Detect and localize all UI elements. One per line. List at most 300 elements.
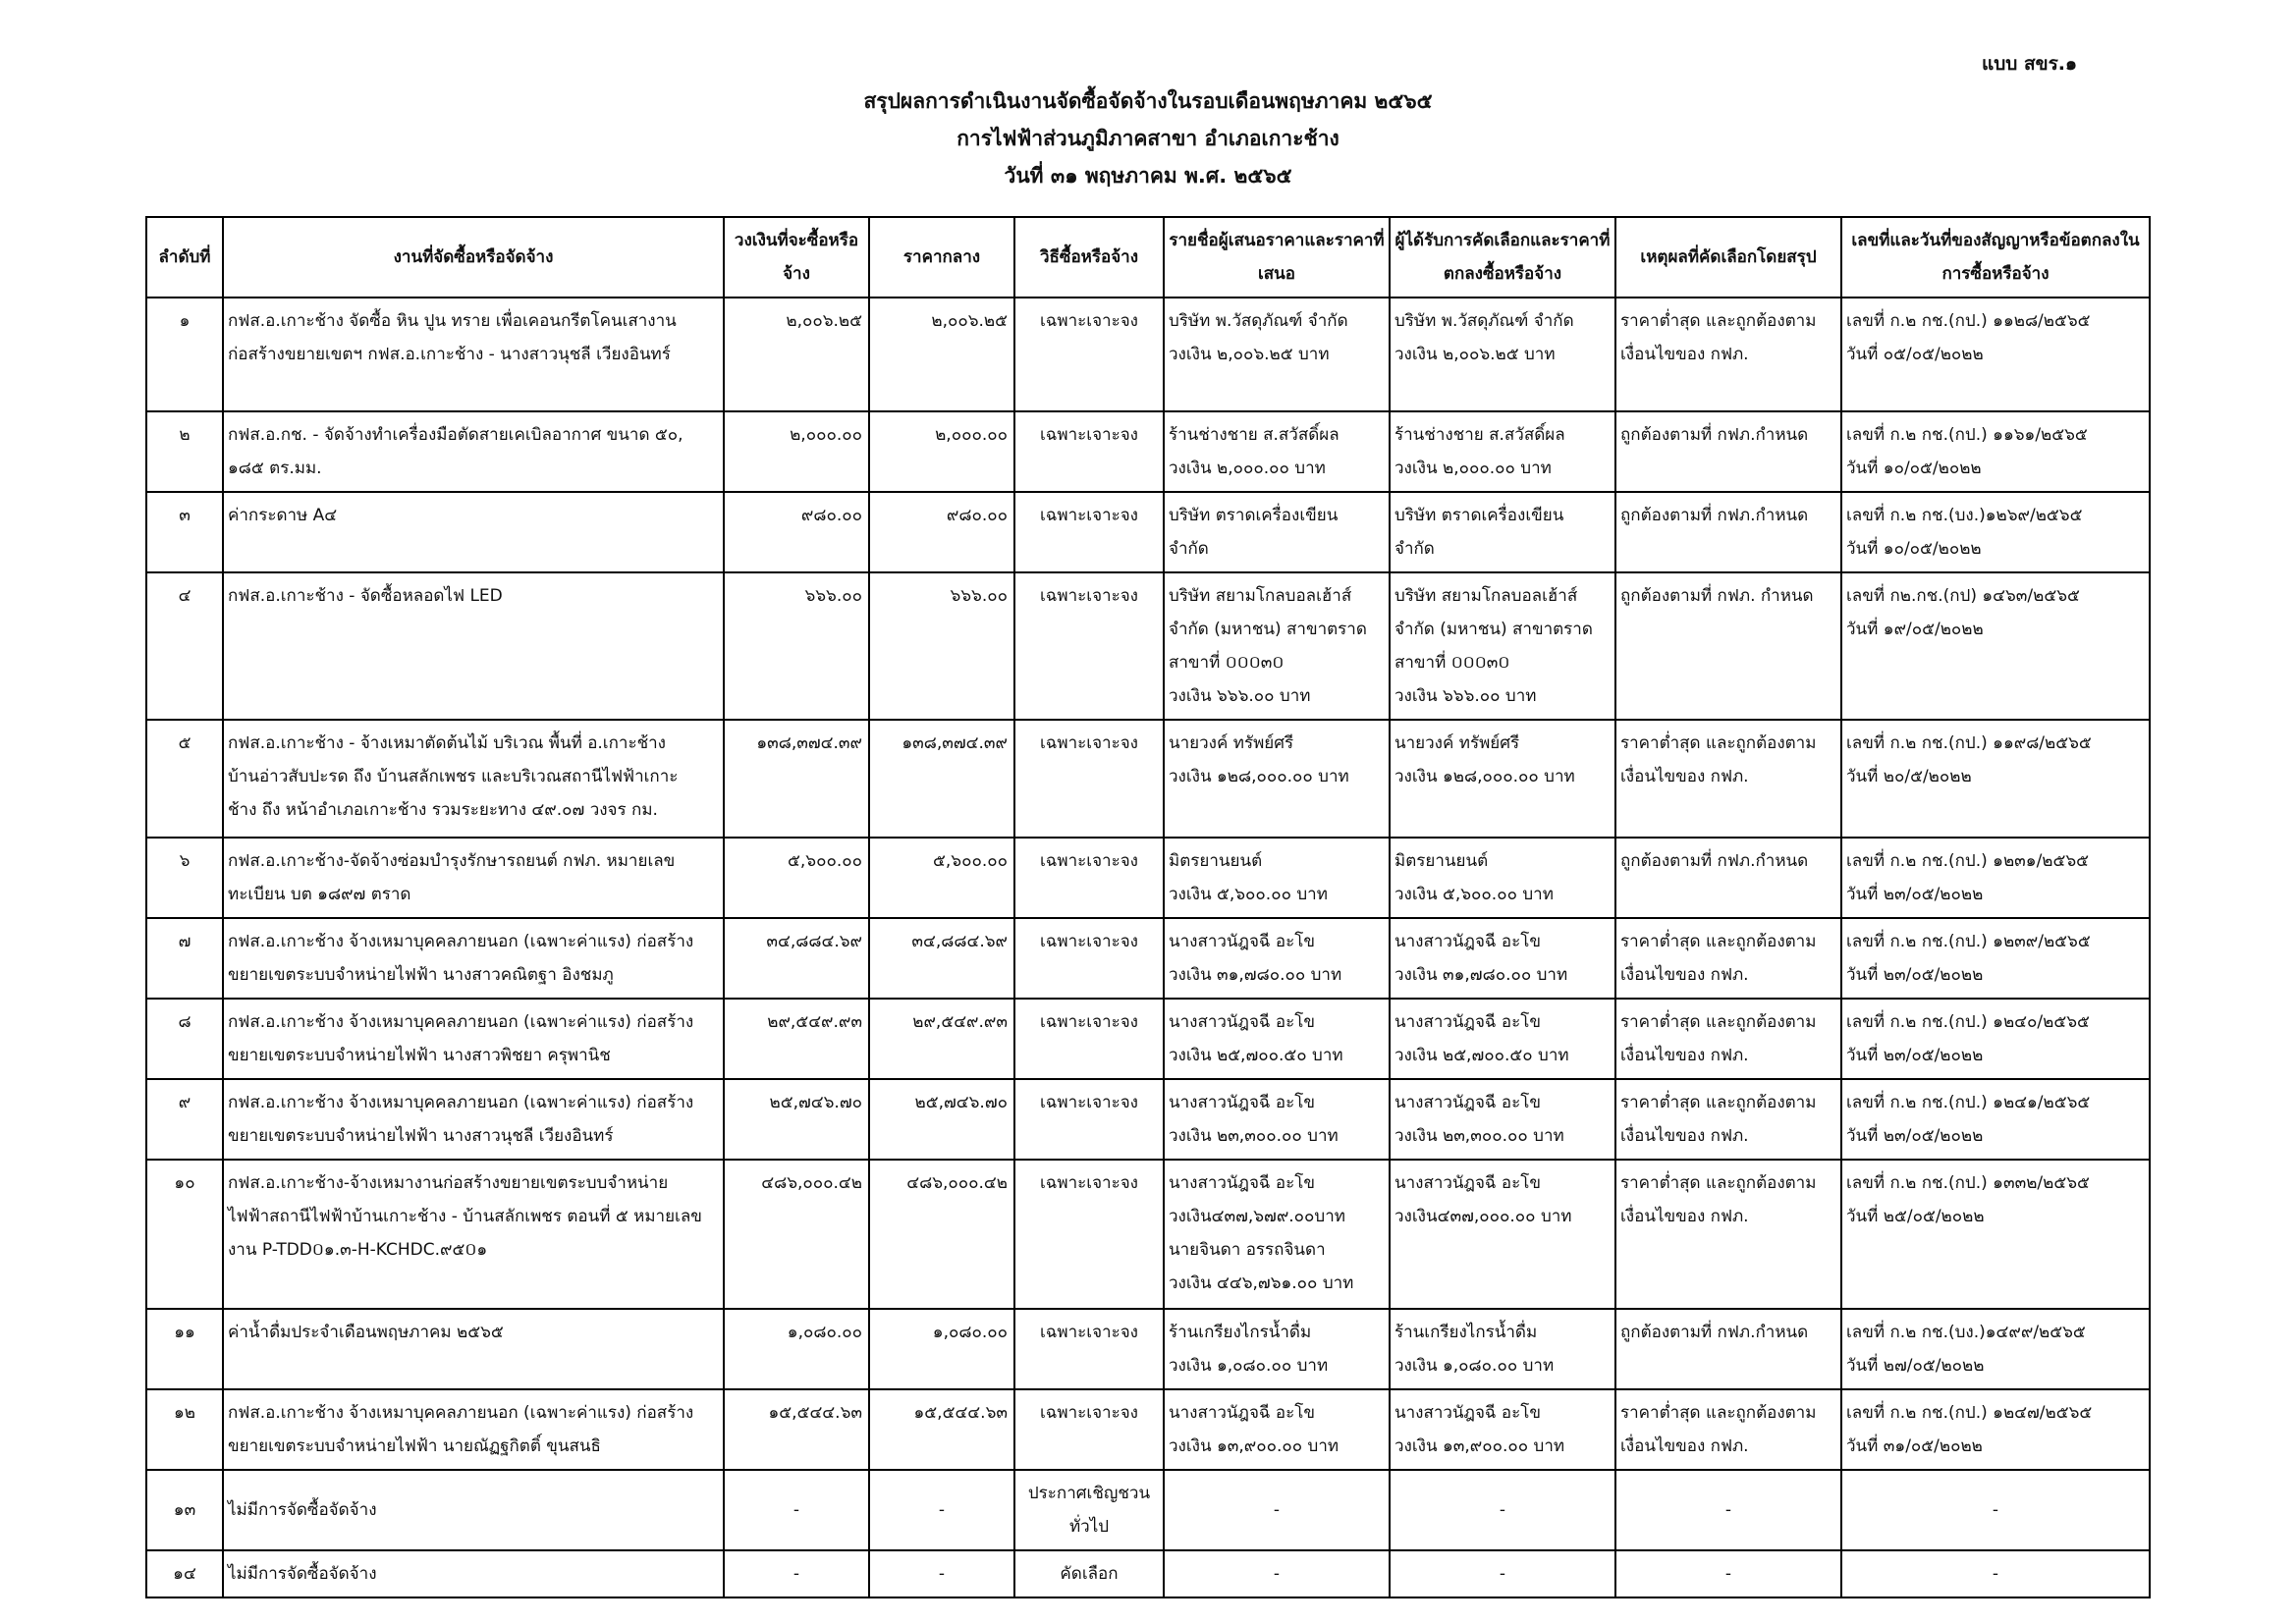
form-code: แบบ สขร.๑ — [1982, 53, 2078, 75]
table-row — [146, 1160, 2150, 1309]
cell-reason — [1615, 572, 1841, 720]
cell-contract-line: วันที่ ๒๗/๐๕/๒๐๒๒ — [1846, 1356, 1985, 1376]
cell-winner-line: บริษัท สยามโกลบอลเฮ้าส์ — [1394, 586, 1578, 606]
cell-item — [223, 918, 724, 999]
cell-bidders-line: นายจินดา อรรถจินดา — [1169, 1240, 1326, 1260]
cell-winner-line: วงเงิน ๒,๐๐๐.๐๐ บาท — [1394, 459, 1552, 478]
title-line-2: การไฟฟ้าส่วนภูมิภาคสาขา อำเภอเกาะช้าง — [957, 127, 1339, 150]
cell-bidders — [1164, 1160, 1390, 1309]
cell-method-line: เฉพาะเจาะจง — [1040, 1403, 1138, 1423]
cell-contract-line: เลขที่ ก.๒ กช.(บง.)๑๒๖๙/๒๕๖๕ — [1846, 506, 2083, 525]
cell-no: ๖ — [146, 838, 223, 918]
cell-bidders-line: วงเงิน ๒,๐๐๐.๐๐ บาท — [1169, 459, 1326, 478]
cell-bidders-line: นางสาวนัฎจฉี อะโข — [1169, 1012, 1316, 1032]
cell-method-line: คัดเลือก — [1060, 1564, 1119, 1584]
cell-winner-line: วงเงิน ๑,๐๘๐.๐๐ บาท — [1394, 1356, 1555, 1376]
cell-method-line: เฉพาะเจาะจง — [1040, 1012, 1138, 1032]
cell-reason-line: ถูกต้องตามที่ กฟภ. กำหนด — [1620, 586, 1814, 606]
cell-method-line: เฉพาะเจาะจง — [1040, 425, 1138, 445]
cell-item-line: กฟส.อ.เกาะช้าง จัดซื้อ หิน ปูน ทราย เพื่อเคอนกรีตโคนเสางาน — [228, 311, 677, 331]
cell-winner-line: นางสาวนัฎจฉี อะโข — [1394, 1173, 1542, 1193]
cell-contract-line: วันที่ ๒๓/๐๕/๒๐๒๒ — [1846, 1046, 1984, 1065]
cell-contract — [1841, 1470, 2150, 1550]
col-header-contract: เลขที่และวันที่ของสัญญาหรือข้อตกลงในการซื้อหรือจ้าง — [1841, 217, 2150, 298]
cell-reason — [1615, 1550, 1841, 1597]
cell-median-price: ๒,๐๐๐.๐๐ — [869, 411, 1014, 492]
table-row — [146, 572, 2150, 720]
cell-contract-line: วันที่ ๑๙/๐๕/๒๐๒๒ — [1846, 620, 1984, 639]
cell-method-line: เฉพาะเจาะจง — [1040, 1173, 1138, 1193]
table-row — [146, 492, 2150, 572]
cell-winner-line: วงเงิน ๒๕,๗๐๐.๕๐ บาท — [1394, 1046, 1569, 1065]
cell-winner-line: นางสาวนัฎจฉี อะโข — [1394, 1403, 1542, 1423]
cell-contract-line: - — [1992, 1500, 1999, 1520]
cell-bidders-line: นางสาวนัฎจฉี อะโข — [1169, 1173, 1316, 1193]
cell-winner-line: วงเงิน ๕,๖๐๐.๐๐ บาท — [1394, 885, 1554, 904]
cell-median-price: ๖๖๖.๐๐ — [869, 572, 1014, 720]
cell-item-line: กฟส.อ.เกาะช้าง จ้างเหมาบุคคลภายนอก (เฉพาะค่าแรง) ก่อสร้าง — [228, 932, 694, 951]
cell-item-line: กฟส.อ.เกาะช้าง จ้างเหมาบุคคลภายนอก (เฉพาะค่าแรง) ก่อสร้าง — [228, 1093, 694, 1112]
cell-budget: ๖๖๖.๐๐ — [724, 572, 869, 720]
cell-winner-line: นายวงค์ ทรัพย์ศรี — [1394, 733, 1520, 753]
table-row — [146, 411, 2150, 492]
cell-item-line: กฟส.อ.เกาะช้าง - จ้างเหมาตัดต้นไม้ บริเวณ พื้นที่ อ.เกาะช้าง — [228, 733, 666, 753]
cell-method-line: เฉพาะเจาะจง — [1040, 1093, 1138, 1112]
cell-reason — [1615, 411, 1841, 492]
cell-method — [1014, 1079, 1164, 1160]
cell-reason-line: เงื่อนไขของ กฟภ. — [1620, 1046, 1749, 1065]
cell-budget: ๑๓๘,๓๗๔.๓๙ — [724, 720, 869, 838]
cell-method — [1014, 1550, 1164, 1597]
cell-bidders — [1164, 1079, 1390, 1160]
document-title — [0, 82, 2296, 194]
cell-winner — [1390, 1160, 1615, 1309]
cell-contract — [1841, 999, 2150, 1079]
cell-method — [1014, 918, 1164, 999]
col-header-winner: ผู้ได้รับการคัดเลือกและราคาที่ตกลงซื้อหรือจ้าง — [1390, 217, 1615, 298]
cell-budget: - — [724, 1470, 869, 1550]
cell-no: ๕ — [146, 720, 223, 838]
cell-bidders-line: วงเงิน ๓๑,๗๘๐.๐๐ บาท — [1169, 965, 1342, 985]
cell-winner — [1390, 492, 1615, 572]
cell-method-line: เฉพาะเจาะจง — [1040, 506, 1138, 525]
cell-method — [1014, 1470, 1164, 1550]
cell-bidders-line: - — [1273, 1564, 1281, 1584]
cell-reason-line: ราคาต่ำสุด และถูกต้องตาม — [1620, 1093, 1817, 1112]
cell-reason-line: - — [1724, 1564, 1732, 1584]
cell-item — [223, 492, 724, 572]
cell-winner-line: วงเงิน ๓๑,๗๘๐.๐๐ บาท — [1394, 965, 1568, 985]
cell-winner — [1390, 1550, 1615, 1597]
table-row — [146, 1079, 2150, 1160]
cell-item-line: กฟส.อ.เกาะช้าง-จ้างเหมางานก่อสร้างขยายเขตระบบจำหน่าย — [228, 1173, 669, 1193]
col-header-reason: เหตุผลที่คัดเลือกโดยสรุป — [1615, 217, 1841, 298]
cell-item-line: ช้าง ถึง หน้าอำเภอเกาะช้าง รวมระยะทาง ๔๙.๐๗ วงจร กม. — [228, 800, 658, 820]
cell-reason — [1615, 918, 1841, 999]
cell-item-line: กฟส.อ.เกาะช้าง-จัดจ้างซ่อมบำรุงรักษารถยนต์ กฟภ. หมายเลข — [228, 851, 676, 871]
cell-item — [223, 1550, 724, 1597]
cell-contract-line: เลขที่ ก.๒ กช.(กป.) ๑๒๓๑/๒๕๖๕ — [1846, 851, 2090, 871]
col-header-no: ลำดับที่ — [146, 217, 223, 298]
cell-contract-line: เลขที่ ก.๒ กช.(กป.) ๑๒๔๐/๒๕๖๕ — [1846, 1012, 2090, 1032]
cell-winner — [1390, 1389, 1615, 1470]
cell-item — [223, 838, 724, 918]
cell-item-line: กฟส.อ.เกาะช้าง จ้างเหมาบุคคลภายนอก (เฉพาะค่าแรง) ก่อสร้าง — [228, 1403, 694, 1423]
cell-no: ๑๑ — [146, 1309, 223, 1389]
table-row — [146, 1470, 2150, 1550]
cell-bidders — [1164, 411, 1390, 492]
cell-reason-line: ราคาต่ำสุด และถูกต้องตาม — [1620, 1173, 1817, 1193]
cell-item — [223, 1470, 724, 1550]
cell-method-line: ประกาศเชิญชวน — [1027, 1484, 1151, 1503]
cell-item-line: บ้านอ่าวสับปะรด ถึง บ้านสลักเพชร และบริเวณสถานีไฟฟ้าเกาะ — [228, 767, 679, 786]
cell-bidders-line: วงเงิน ๒,๐๐๖.๒๕ บาท — [1169, 345, 1330, 364]
cell-contract — [1841, 572, 2150, 720]
cell-contract — [1841, 1160, 2150, 1309]
cell-item — [223, 572, 724, 720]
cell-bidders — [1164, 1470, 1390, 1550]
cell-item-line: ขยายเขตระบบจำหน่ายไฟฟ้า นางสาวคณิตฐา อิงชมภู — [228, 965, 614, 985]
cell-median-price: ๑,๐๘๐.๐๐ — [869, 1309, 1014, 1389]
cell-bidders-line: ร้านเกรียงไกรน้ำดื่ม — [1169, 1323, 1312, 1342]
cell-winner-line: นางสาวนัฎจฉี อะโข — [1394, 1012, 1542, 1032]
cell-bidders-line: วงเงิน ๑,๐๘๐.๐๐ บาท — [1169, 1356, 1329, 1376]
cell-item-line: กฟส.อ.เกาะช้าง - จัดซื้อหลอดไฟ LED — [228, 586, 503, 606]
cell-no: ๙ — [146, 1079, 223, 1160]
col-header-method: วิธีซื้อหรือจ้าง — [1014, 217, 1164, 298]
cell-contract — [1841, 918, 2150, 999]
procurement-table — [145, 216, 2151, 1598]
col-header-budget: วงเงินที่จะซื้อหรือจ้าง — [724, 217, 869, 298]
cell-reason — [1615, 1470, 1841, 1550]
cell-contract — [1841, 838, 2150, 918]
cell-contract-line: วันที่ ๒๓/๐๕/๒๐๒๒ — [1846, 1126, 1984, 1146]
cell-winner-line: นางสาวนัฎจฉี อะโข — [1394, 1093, 1542, 1112]
cell-median-price: - — [869, 1550, 1014, 1597]
cell-bidders-line: ร้านช่างชาย ส.สวัสดิ์ผล — [1169, 425, 1339, 445]
cell-method — [1014, 411, 1164, 492]
cell-bidders-line: สาขาที่ ០០០๓០ — [1169, 653, 1285, 673]
cell-bidders-line: นายวงค์ ทรัพย์ศรี — [1169, 733, 1294, 753]
cell-no: ๑๒ — [146, 1389, 223, 1470]
cell-reason — [1615, 1079, 1841, 1160]
cell-method-line: เฉพาะเจาะจง — [1040, 932, 1138, 951]
table-row — [146, 720, 2150, 838]
col-header-median-price: ราคากลาง — [869, 217, 1014, 298]
cell-item-line: กฟส.อ.กช. - จัดจ้างทำเครื่องมือตัดสายเคเบิลอากาศ ขนาด ๕๐, — [228, 425, 683, 445]
cell-budget: ๒,๐๐๐.๐๐ — [724, 411, 869, 492]
cell-method-line: เฉพาะเจาะจง — [1040, 851, 1138, 871]
cell-item-line: ไฟฟ้าสถานีไฟฟ้าบ้านเกาะช้าง - บ้านสลักเพชร ตอนที่ ๕ หมายเลข — [228, 1207, 702, 1226]
cell-winner-line: สาขาที่ ០០០๓០ — [1394, 653, 1510, 673]
cell-winner-line: วงเงิน๔๓๗,๐๐๐.๐๐ บาท — [1394, 1207, 1572, 1226]
cell-reason-line: - — [1724, 1500, 1732, 1520]
cell-method — [1014, 1389, 1164, 1470]
cell-no: ๗ — [146, 918, 223, 999]
cell-winner — [1390, 918, 1615, 999]
cell-budget: ๑,๐๘๐.๐๐ — [724, 1309, 869, 1389]
cell-winner — [1390, 838, 1615, 918]
cell-contract-line: วันที่ ๒๓/๐๕/๒๐๒๒ — [1846, 965, 1984, 985]
cell-winner-line: ร้านเกรียงไกรน้ำดื่ม — [1394, 1323, 1538, 1342]
cell-contract-line: เลขที่ ก.๒ กช.(กป.) ๑๑๒๘/๒๕๖๕ — [1846, 311, 2091, 331]
cell-budget: ๓๔,๘๘๔.๖๙ — [724, 918, 869, 999]
cell-reason-line: ราคาต่ำสุด และถูกต้องตาม — [1620, 311, 1817, 331]
cell-method-line: เฉพาะเจาะจง — [1040, 733, 1138, 753]
cell-bidders-line: บริษัท พ.วัสดุภัณฑ์ จำกัด — [1169, 311, 1348, 331]
cell-median-price: ๙๘๐.๐๐ — [869, 492, 1014, 572]
cell-bidders — [1164, 1389, 1390, 1470]
cell-winner — [1390, 1470, 1615, 1550]
table-row — [146, 999, 2150, 1079]
cell-reason-line: ราคาต่ำสุด และถูกต้องตาม — [1620, 1012, 1817, 1032]
cell-bidders-line: วงเงิน ๕,๖๐๐.๐๐ บาท — [1169, 885, 1328, 904]
cell-budget: - — [724, 1550, 869, 1597]
cell-contract-line: เลขที่ ก.๒ กช.(บง.)๑๔๙๙/๒๕๖๕ — [1846, 1323, 2086, 1342]
cell-contract-line: วันที่ ๒๓/๐๕/๒๐๒๒ — [1846, 885, 1984, 904]
cell-method-line: เฉพาะเจาะจง — [1040, 586, 1138, 606]
cell-budget: ๒๕,๗๔๖.๗๐ — [724, 1079, 869, 1160]
cell-reason — [1615, 1389, 1841, 1470]
cell-no: ๑๐ — [146, 1160, 223, 1309]
cell-method — [1014, 298, 1164, 411]
cell-winner-line: มิตรยานยนต์ — [1394, 851, 1489, 871]
cell-item-line: ค่าน้ำดื่มประจำเดือนพฤษภาคม ๒๕๖๕ — [228, 1323, 504, 1342]
cell-winner-line: - — [1499, 1564, 1506, 1584]
cell-no: ๑๓ — [146, 1470, 223, 1550]
cell-method-line: ทั่วไป — [1068, 1517, 1110, 1537]
table-body — [146, 298, 2150, 1597]
cell-contract-line: วันที่ ๑๐/๐๕/๒๐๒๒ — [1846, 539, 1982, 559]
cell-bidders-line: นางสาวนัฎจฉี อะโข — [1169, 1403, 1316, 1423]
cell-contract-line: เลขที่ ก.๒ กช.(กป.) ๑๒๔๗/๒๕๖๕ — [1846, 1403, 2093, 1423]
cell-bidders-line: วงเงิน ๒๓,๓๐๐.๐๐ บาท — [1169, 1126, 1339, 1146]
table-row — [146, 1550, 2150, 1597]
title-line-1: สรุปผลการดำเนินงานจัดซื้อจัดจ้างในรอบเดือนพฤษภาคม ๒๕๖๕ — [863, 89, 1433, 113]
cell-contract-line: วันที่ ๑๐/๐๕/๒๐๒๒ — [1846, 459, 1982, 478]
cell-reason-line: เงื่อนไขของ กฟภ. — [1620, 1436, 1749, 1456]
cell-contract — [1841, 298, 2150, 411]
cell-method-line: เฉพาะเจาะจง — [1040, 1323, 1138, 1342]
cell-winner-line: วงเงิน ๑๓,๙๐๐.๐๐ บาท — [1394, 1436, 1565, 1456]
cell-item-line: ขยายเขตระบบจำหน่ายไฟฟ้า นางสาวพิชยา ครุพานิช — [228, 1046, 611, 1065]
cell-median-price: ๒๕,๗๔๖.๗๐ — [869, 1079, 1014, 1160]
table-header-row — [146, 217, 2150, 298]
cell-winner — [1390, 1309, 1615, 1389]
cell-winner-line: - — [1499, 1500, 1506, 1520]
cell-item — [223, 1079, 724, 1160]
cell-bidders — [1164, 999, 1390, 1079]
cell-median-price: ๔๘๖,๐๐๐.๔๒ — [869, 1160, 1014, 1309]
cell-budget: ๒,๐๐๖.๒๕ — [724, 298, 869, 411]
cell-contract — [1841, 492, 2150, 572]
cell-budget: ๙๘๐.๐๐ — [724, 492, 869, 572]
cell-bidders-line: วงเงิน ๔๔๖,๗๖๑.๐๐ บาท — [1169, 1273, 1354, 1293]
cell-item-line: งาน P-TDD០๑.๓-H-KCHDC.๙๕០๑ — [228, 1240, 488, 1260]
cell-item-line: ๑๘๕ ตร.มม. — [228, 459, 322, 478]
cell-winner-line: นางสาวนัฎจฉี อะโข — [1394, 932, 1542, 951]
cell-contract — [1841, 720, 2150, 838]
cell-no: ๑ — [146, 298, 223, 411]
table-row — [146, 298, 2150, 411]
cell-item — [223, 999, 724, 1079]
cell-median-price: ๑๕,๕๔๔.๖๓ — [869, 1389, 1014, 1470]
cell-method — [1014, 492, 1164, 572]
cell-reason-line: เงื่อนไขของ กฟภ. — [1620, 345, 1749, 364]
cell-bidders — [1164, 492, 1390, 572]
cell-winner-line: วงเงิน ๒,๐๐๖.๒๕ บาท — [1394, 345, 1556, 364]
cell-reason-line: เงื่อนไขของ กฟภ. — [1620, 1207, 1749, 1226]
cell-contract-line: - — [1992, 1564, 1999, 1584]
cell-no: ๔ — [146, 572, 223, 720]
cell-contract-line: วันที่ ๐๕/๐๕/๒๐๒๒ — [1846, 345, 1984, 364]
cell-contract — [1841, 1309, 2150, 1389]
cell-winner — [1390, 999, 1615, 1079]
cell-bidders-line: นางสาวนัฎจฉี อะโข — [1169, 932, 1316, 951]
cell-reason-line: เงื่อนไขของ กฟภ. — [1620, 767, 1749, 786]
cell-median-price: ๓๔,๘๘๔.๖๙ — [869, 918, 1014, 999]
table-row — [146, 1309, 2150, 1389]
table-row — [146, 918, 2150, 999]
cell-contract — [1841, 411, 2150, 492]
cell-method-line: เฉพาะเจาะจง — [1040, 311, 1138, 331]
cell-median-price: ๒,๐๐๖.๒๕ — [869, 298, 1014, 411]
cell-item-line: ไม่มีการจัดซื้อจัดจ้าง — [228, 1564, 377, 1584]
cell-contract-line: เลขที่ ก.๒ กช.(กป.) ๑๑๙๘/๒๕๖๕ — [1846, 733, 2092, 753]
cell-reason-line: ถูกต้องตามที่ กฟภ.กำหนด — [1620, 425, 1809, 445]
col-header-bidders: รายชื่อผู้เสนอราคาและราคาที่เสนอ — [1164, 217, 1390, 298]
table-row — [146, 838, 2150, 918]
cell-contract-line: เลขที่ ก.๒ กช.(กป.) ๑๒๔๑/๒๕๖๕ — [1846, 1093, 2091, 1112]
cell-median-price: ๕,๖๐๐.๐๐ — [869, 838, 1014, 918]
cell-contract-line: เลขที่ ก.๒ กช.(กป.) ๑๑๖๑/๒๕๖๕ — [1846, 425, 2088, 445]
cell-budget: ๑๕,๕๔๔.๖๓ — [724, 1389, 869, 1470]
cell-no: ๘ — [146, 999, 223, 1079]
cell-winner — [1390, 720, 1615, 838]
cell-contract — [1841, 1550, 2150, 1597]
cell-method — [1014, 838, 1164, 918]
cell-contract-line: วันที่ ๒๕/๐๕/๒๐๒๒ — [1846, 1207, 1985, 1226]
cell-winner-line: วงเงิน ๑๒๘,๐๐๐.๐๐ บาท — [1394, 767, 1575, 786]
cell-bidders — [1164, 838, 1390, 918]
cell-winner-line: จำกัด (มหาชน) สาขาตราด — [1394, 620, 1593, 639]
cell-contract-line: เลขที่ ก.๒ กช.(กป.) ๑๓๓๒/๒๕๖๕ — [1846, 1173, 2090, 1193]
cell-method — [1014, 572, 1164, 720]
cell-winner-line: จำกัด — [1394, 539, 1435, 559]
cell-winner — [1390, 572, 1615, 720]
cell-winner-line: ร้านช่างชาย ส.สวัสดิ์ผล — [1394, 425, 1565, 445]
cell-bidders-line: วงเงิน ๑๒๘,๐๐๐.๐๐ บาท — [1169, 767, 1349, 786]
cell-bidders-line: วงเงิน ๑๓,๙๐๐.๐๐ บาท — [1169, 1436, 1339, 1456]
cell-item-line: ขยายเขตระบบจำหน่ายไฟฟ้า นางสาวนุชลี เวียงอินทร์ — [228, 1126, 614, 1146]
cell-bidders-line: จำกัด (มหาชน) สาขาตราด — [1169, 620, 1367, 639]
cell-bidders-line: วงเงิน๔๓๗,๖๗๙.๐๐บาท — [1169, 1207, 1345, 1226]
cell-reason-line: ราคาต่ำสุด และถูกต้องตาม — [1620, 1403, 1817, 1423]
cell-bidders — [1164, 918, 1390, 999]
cell-reason — [1615, 1309, 1841, 1389]
cell-no: ๓ — [146, 492, 223, 572]
cell-reason-line: เงื่อนไขของ กฟภ. — [1620, 965, 1749, 985]
cell-bidders — [1164, 1550, 1390, 1597]
cell-contract — [1841, 1079, 2150, 1160]
col-header-item: งานที่จัดซื้อหรือจัดจ้าง — [223, 217, 724, 298]
cell-budget: ๒๙,๕๔๙.๙๓ — [724, 999, 869, 1079]
cell-winner-line: บริษัท พ.วัสดุภัณฑ์ จำกัด — [1394, 311, 1574, 331]
cell-budget: ๕,๖๐๐.๐๐ — [724, 838, 869, 918]
cell-reason-line: ถูกต้องตามที่ กฟภ.กำหนด — [1620, 506, 1809, 525]
cell-winner-line: วงเงิน ๖๖๖.๐๐ บาท — [1394, 686, 1537, 706]
cell-method — [1014, 720, 1164, 838]
cell-bidders-line: วงเงิน ๖๖๖.๐๐ บาท — [1169, 686, 1311, 706]
cell-bidders-line: วงเงิน ๒๕,๗๐๐.๕๐ บาท — [1169, 1046, 1343, 1065]
cell-bidders-line: นางสาวนัฎจฉี อะโข — [1169, 1093, 1316, 1112]
title-line-3: วันที่ ๓๑ พฤษภาคม พ.ศ. ๒๕๖๕ — [1004, 164, 1292, 188]
cell-bidders — [1164, 572, 1390, 720]
cell-contract-line: วันที่ ๓๑/๐๕/๒๐๒๒ — [1846, 1436, 1983, 1456]
cell-item-line: ทะเบียน บต ๑๘๙๗ ตราด — [228, 885, 411, 904]
cell-bidders-line: บริษัท ตราดเครื่องเขียน — [1169, 506, 1339, 525]
cell-method — [1014, 1309, 1164, 1389]
table-row — [146, 1389, 2150, 1470]
cell-item-line: กฟส.อ.เกาะช้าง จ้างเหมาบุคคลภายนอก (เฉพาะค่าแรง) ก่อสร้าง — [228, 1012, 694, 1032]
cell-method — [1014, 1160, 1164, 1309]
cell-winner — [1390, 298, 1615, 411]
cell-median-price: ๑๓๘,๓๗๔.๓๙ — [869, 720, 1014, 838]
cell-method — [1014, 999, 1164, 1079]
cell-item-line: ไม่มีการจัดซื้อจัดจ้าง — [228, 1500, 377, 1520]
cell-winner — [1390, 1079, 1615, 1160]
cell-reason — [1615, 838, 1841, 918]
cell-reason-line: ถูกต้องตามที่ กฟภ.กำหนด — [1620, 851, 1809, 871]
cell-bidders — [1164, 1309, 1390, 1389]
cell-reason — [1615, 492, 1841, 572]
cell-reason — [1615, 298, 1841, 411]
cell-reason — [1615, 999, 1841, 1079]
cell-contract-line: เลขที่ ก.๒ กช.(กป.) ๑๒๓๙/๒๕๖๕ — [1846, 932, 2091, 951]
cell-item — [223, 411, 724, 492]
cell-contract-line: วันที่ ๒๐/๕/๒๐๒๒ — [1846, 767, 1972, 786]
cell-contract — [1841, 1389, 2150, 1470]
cell-bidders — [1164, 298, 1390, 411]
cell-item — [223, 1389, 724, 1470]
cell-budget: ๔๘๖,๐๐๐.๔๒ — [724, 1160, 869, 1309]
cell-bidders-line: มิตรยานยนต์ — [1169, 851, 1263, 871]
cell-no: ๒ — [146, 411, 223, 492]
cell-bidders — [1164, 720, 1390, 838]
cell-reason — [1615, 720, 1841, 838]
cell-reason-line: ราคาต่ำสุด และถูกต้องตาม — [1620, 932, 1817, 951]
cell-bidders-line: - — [1273, 1500, 1281, 1520]
cell-bidders-line: จำกัด — [1169, 539, 1209, 559]
cell-winner-line: บริษัท ตราดเครื่องเขียน — [1394, 506, 1564, 525]
cell-reason-line: ราคาต่ำสุด และถูกต้องตาม — [1620, 733, 1817, 753]
cell-reason-line: ถูกต้องตามที่ กฟภ.กำหนด — [1620, 1323, 1809, 1342]
cell-median-price: - — [869, 1470, 1014, 1550]
cell-item-line: ค่ากระดาษ A๔ — [228, 506, 338, 525]
cell-item — [223, 1309, 724, 1389]
cell-winner — [1390, 411, 1615, 492]
cell-item-line: ก่อสร้างขยายเขตฯ กฟส.อ.เกาะช้าง - นางสาวนุชลี เวียงอินทร์ — [228, 345, 671, 364]
cell-median-price: ๒๙,๕๔๙.๙๓ — [869, 999, 1014, 1079]
cell-winner-line: วงเงิน ๒๓,๓๐๐.๐๐ บาท — [1394, 1126, 1564, 1146]
cell-item-line: ขยายเขตระบบจำหน่ายไฟฟ้า นายณัฏฐกิตติ์ ขุนสนธิ — [228, 1436, 601, 1456]
cell-item — [223, 1160, 724, 1309]
cell-item — [223, 720, 724, 838]
cell-reason — [1615, 1160, 1841, 1309]
cell-reason-line: เงื่อนไขของ กฟภ. — [1620, 1126, 1749, 1146]
cell-item — [223, 298, 724, 411]
cell-bidders-line: บริษัท สยามโกลบอลเฮ้าส์ — [1169, 586, 1352, 606]
